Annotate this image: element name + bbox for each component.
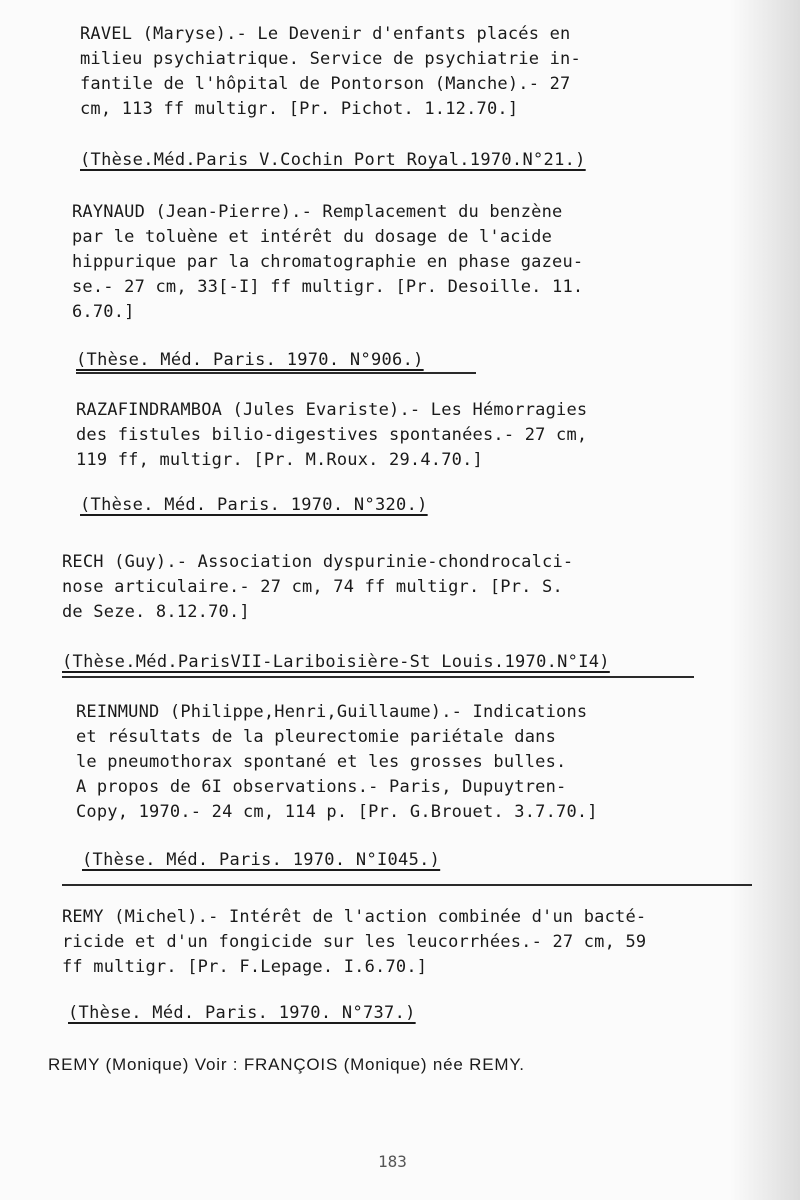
entry-citation: (Thèse.Méd.ParisVII-Lariboisière-St Louis.1970.N°I4)	[62, 652, 610, 672]
section-rule	[76, 372, 476, 374]
entry-citation: (Thèse. Méd. Paris. 1970. N°320.)	[80, 495, 428, 515]
entry-text: RAYNAUD (Jean-Pierre).- Remplacement du benzène par le toluène et intérêt du dosage de l'acide hippurique par la chromatographie en phase gazeu- se.- 27 cm, 33[-I] ff multigr. [Pr. Desoille. 11. 6.70.]	[72, 202, 584, 322]
page-number: 183	[378, 1152, 407, 1171]
entry-citation: (Thèse. Méd. Paris. 1970. N°I045.)	[82, 850, 441, 870]
entry-text: REMY (Michel).- Intérêt de l'action combinée d'un bacté- ricide et d'un fongicide sur les leucorrhées.- 27 cm, 59 ff multigr. [Pr. F.Lepage. I.6.70.]	[62, 907, 647, 977]
cross-reference: REMY (Monique) Voir : FRANÇOIS (Monique) née REMY.	[48, 1055, 525, 1074]
catalog-entry-reinmund	[76, 700, 598, 825]
entry-text: RAZAFINDRAMBOA (Jules Evariste).- Les Hémorragies des fistules bilio-digestives spontanées.- 27 cm, 119 ff, multigr. [Pr. M.Roux. 29.4.70.]	[76, 400, 588, 470]
section-rule	[62, 676, 694, 678]
entry-citation: (Thèse. Méd. Paris. 1970. N°737.)	[68, 1003, 416, 1023]
section-rule	[62, 884, 752, 886]
entry-text: REINMUND (Philippe,Henri,Guillaume).- Indications et résultats de la pleurectomie pariétale dans le pneumothorax spontané et les grosses bulles. A propos de 6I observations.- Paris, Dupuytren- Copy, 1970.- 24 cm, 114 p. [Pr. G.Brouet. 3.7.70.]	[76, 702, 598, 822]
entry-text: RECH (Guy).- Association dyspurinie-chondrocalci- nose articulaire.- 27 cm, 74 ff multigr. [Pr. S. de Seze. 8.12.70.]	[62, 552, 574, 622]
catalog-entry-raynaud	[72, 200, 583, 325]
catalog-entry-rech	[62, 550, 573, 625]
entry-citation: (Thèse. Méd. Paris. 1970. N°906.)	[76, 350, 424, 370]
catalog-entry-remy-michel	[62, 905, 646, 980]
entry-citation: (Thèse.Méd.Paris V.Cochin Port Royal.1970.N°21.)	[80, 150, 586, 170]
catalog-entry-razafindramboa	[76, 398, 587, 473]
page-edge-shadow	[730, 0, 800, 1200]
entry-text: RAVEL (Maryse).- Le Devenir d'enfants placés en milieu psychiatrique. Service de psychiatrie in- fantile de l'hôpital de Pontorson (Manche).- 27 cm, 113 ff multigr. [Pr. Pichot. 1.12.70.]	[80, 24, 581, 119]
catalog-entry-ravel	[80, 22, 581, 122]
